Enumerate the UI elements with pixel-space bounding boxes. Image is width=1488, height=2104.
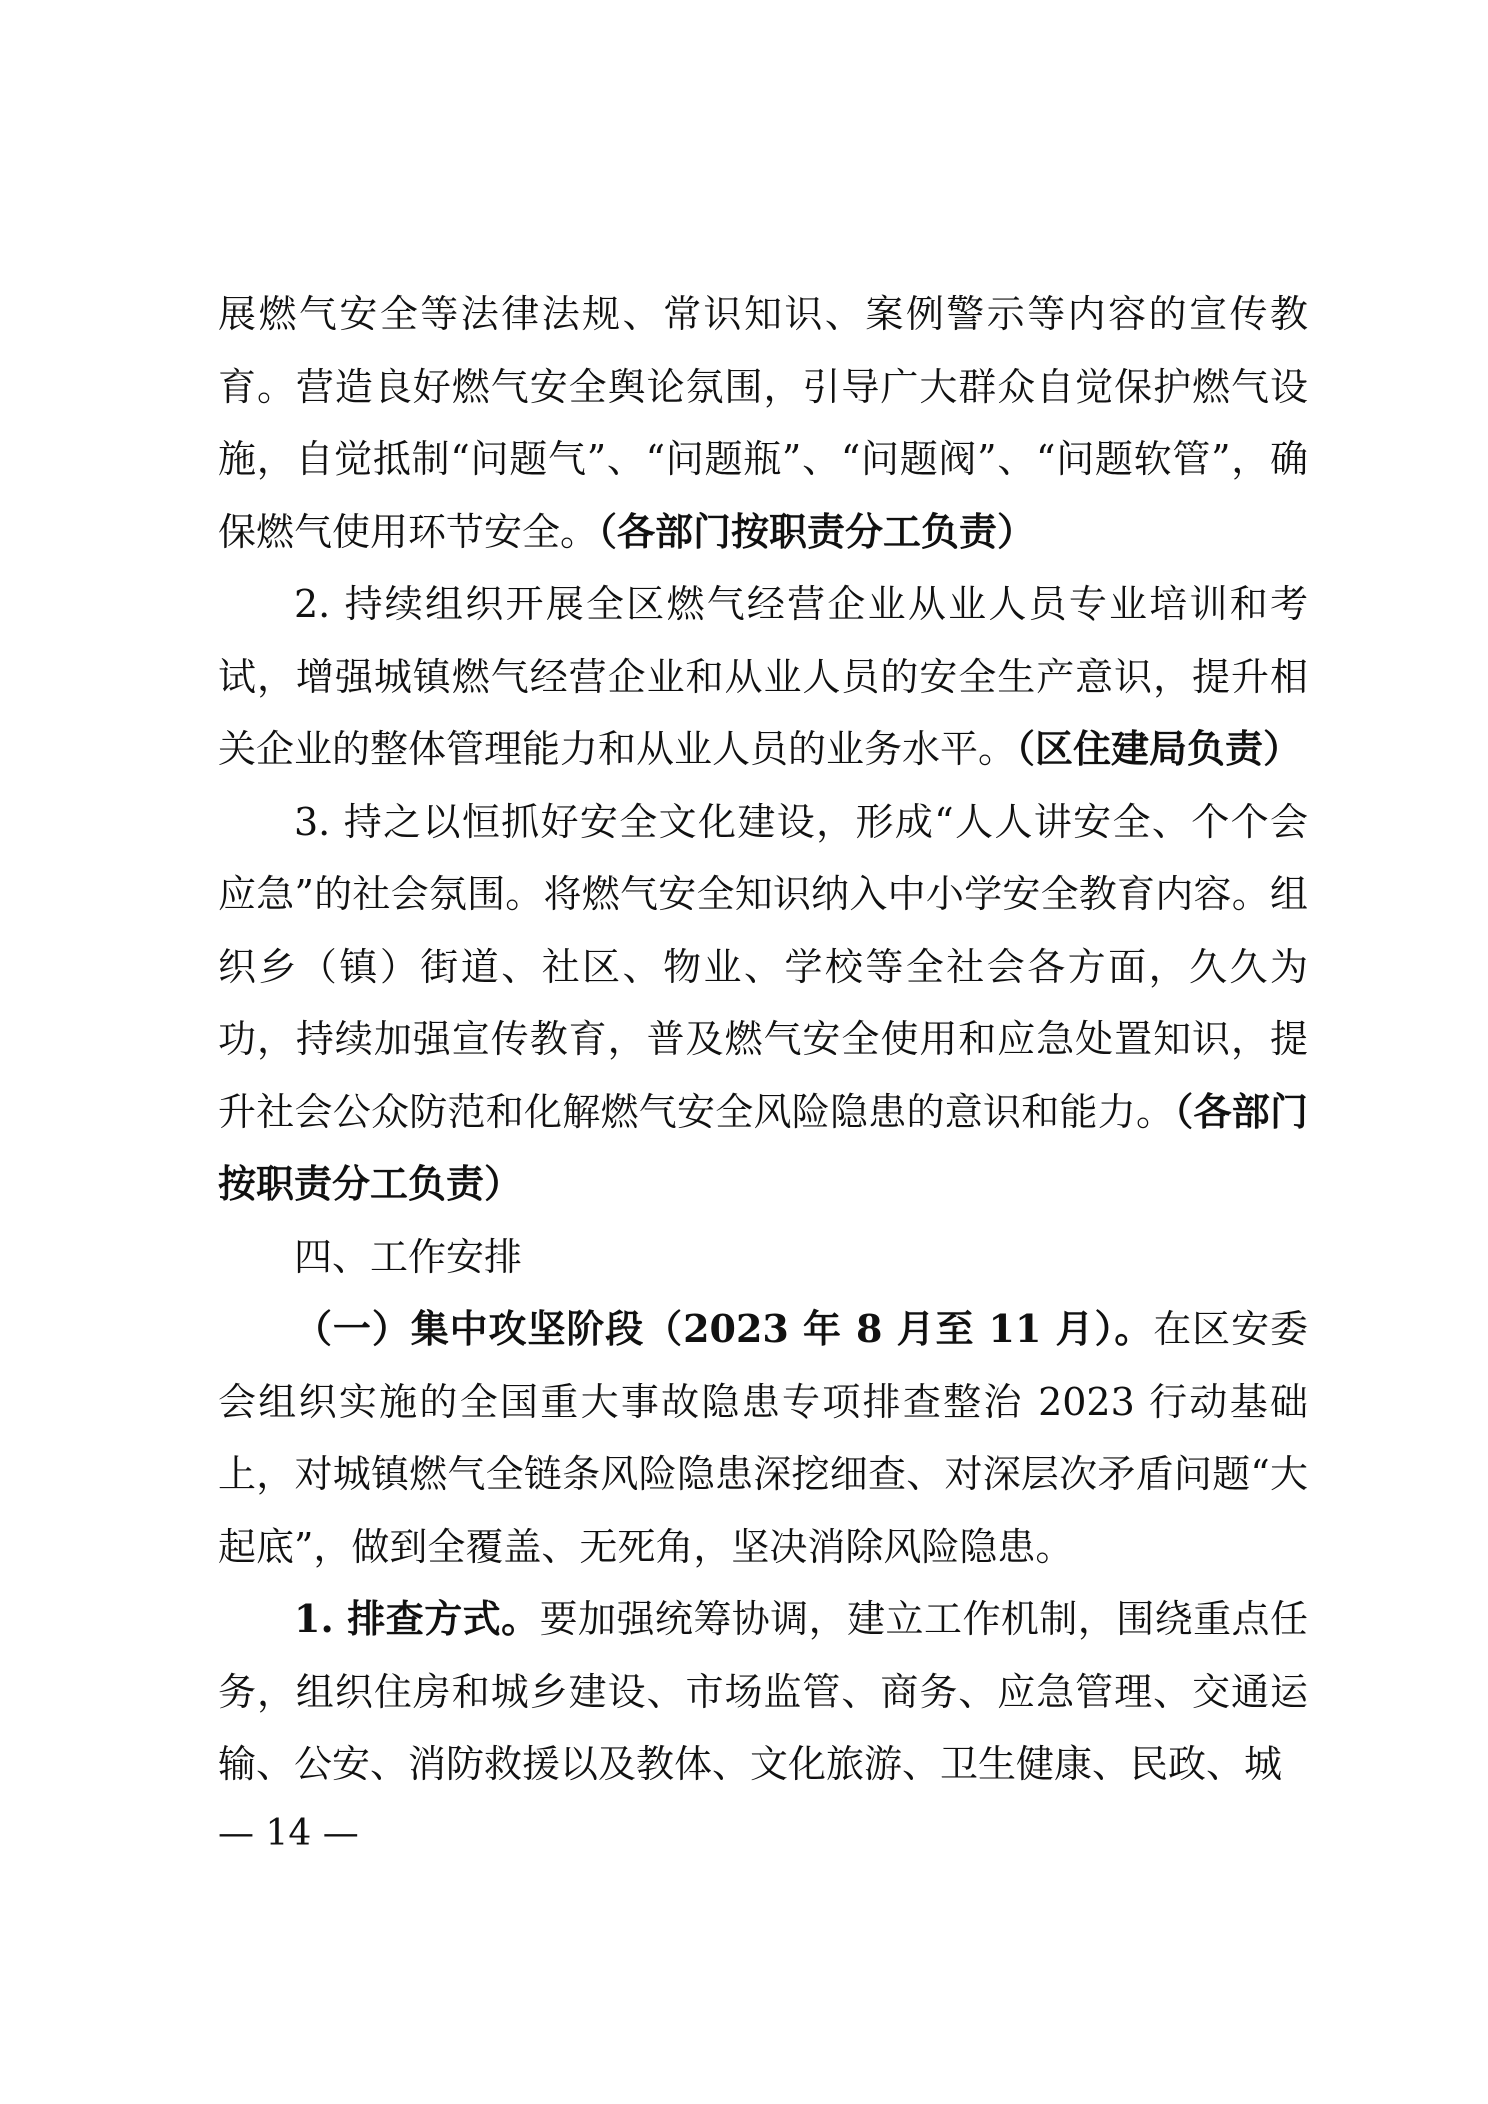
section-heading-work-arrangement <box>218 1221 1308 1294</box>
paragraph-text: 3. 持之以恒抓好安全文化建设，形成“人人讲安全、个个会应急”的社会氛围。将燃气安全知识纳入中小学安全教育内容。组织乡（镇）街道、社区、物业、学校等全社会各方面，久久为功，持续加强宣传教育，普及燃气安全使用和应急处置知识，提升社会公众防范和化解燃气安全风险隐患的意识和能力。 <box>218 799 1308 1134</box>
responsibility-note: （各部门按职责分工负责） <box>218 1088 1308 1206</box>
paragraph-text: 2. 持续组织开展全区燃气经营企业从业人员专业培训和考试，增强城镇燃气经营企业和从业人员的安全生产意识，提升相关企业的整体管理能力和从业人员的业务水平。 <box>218 582 1308 771</box>
paragraph-item-2-training <box>218 568 1308 786</box>
paragraph-text: 展燃气安全等法律法规、常识知识、案例警示等内容的宣传教育。营造良好燃气安全舆论氛围，引导广大群众自觉保护燃气设施，自觉抵制“问题气”、“问题瓶”、“问题阀”、“问题软管”，确保燃气使用环节安全。 <box>218 292 1308 554</box>
paragraph-text: 在区安委会组织实施的全国重大事故隐患专项排查整治 2023 行动基础上，对城镇燃气全链条风险隐患深挖细查、对深层次矛盾问题“大起底”，做到全覆盖、无死角，坚决消除风险隐患。 <box>218 1307 1308 1569</box>
responsibility-note: （各部门按职责分工负责） <box>598 508 1036 554</box>
paragraph-text: 要加强统筹协调，建立工作机制，围绕重点任务，组织住房和城乡建设、市场监管、商务、应急管理、交通运输、公安、消防救援以及教体、文化旅游、卫生健康、民政、城 <box>218 1597 1308 1786</box>
page-number: — 14 — <box>218 1813 359 1854</box>
stage-heading: （一）集中攻坚阶段（2023 年 8 月至 11 月）。 <box>294 1306 1154 1351</box>
paragraph-item-3-safety-culture <box>218 786 1308 1221</box>
paragraph-stage-one <box>218 1293 1308 1583</box>
paragraph-propaganda-continuation <box>218 278 1308 568</box>
responsibility-note: （区住建局负责） <box>1016 726 1302 771</box>
section-heading-text: 四、工作安排 <box>294 1234 523 1279</box>
body-text <box>218 278 1308 1801</box>
paragraph-inspection-method <box>218 1583 1308 1801</box>
item-heading: 1. 排查方式。 <box>294 1596 540 1641</box>
